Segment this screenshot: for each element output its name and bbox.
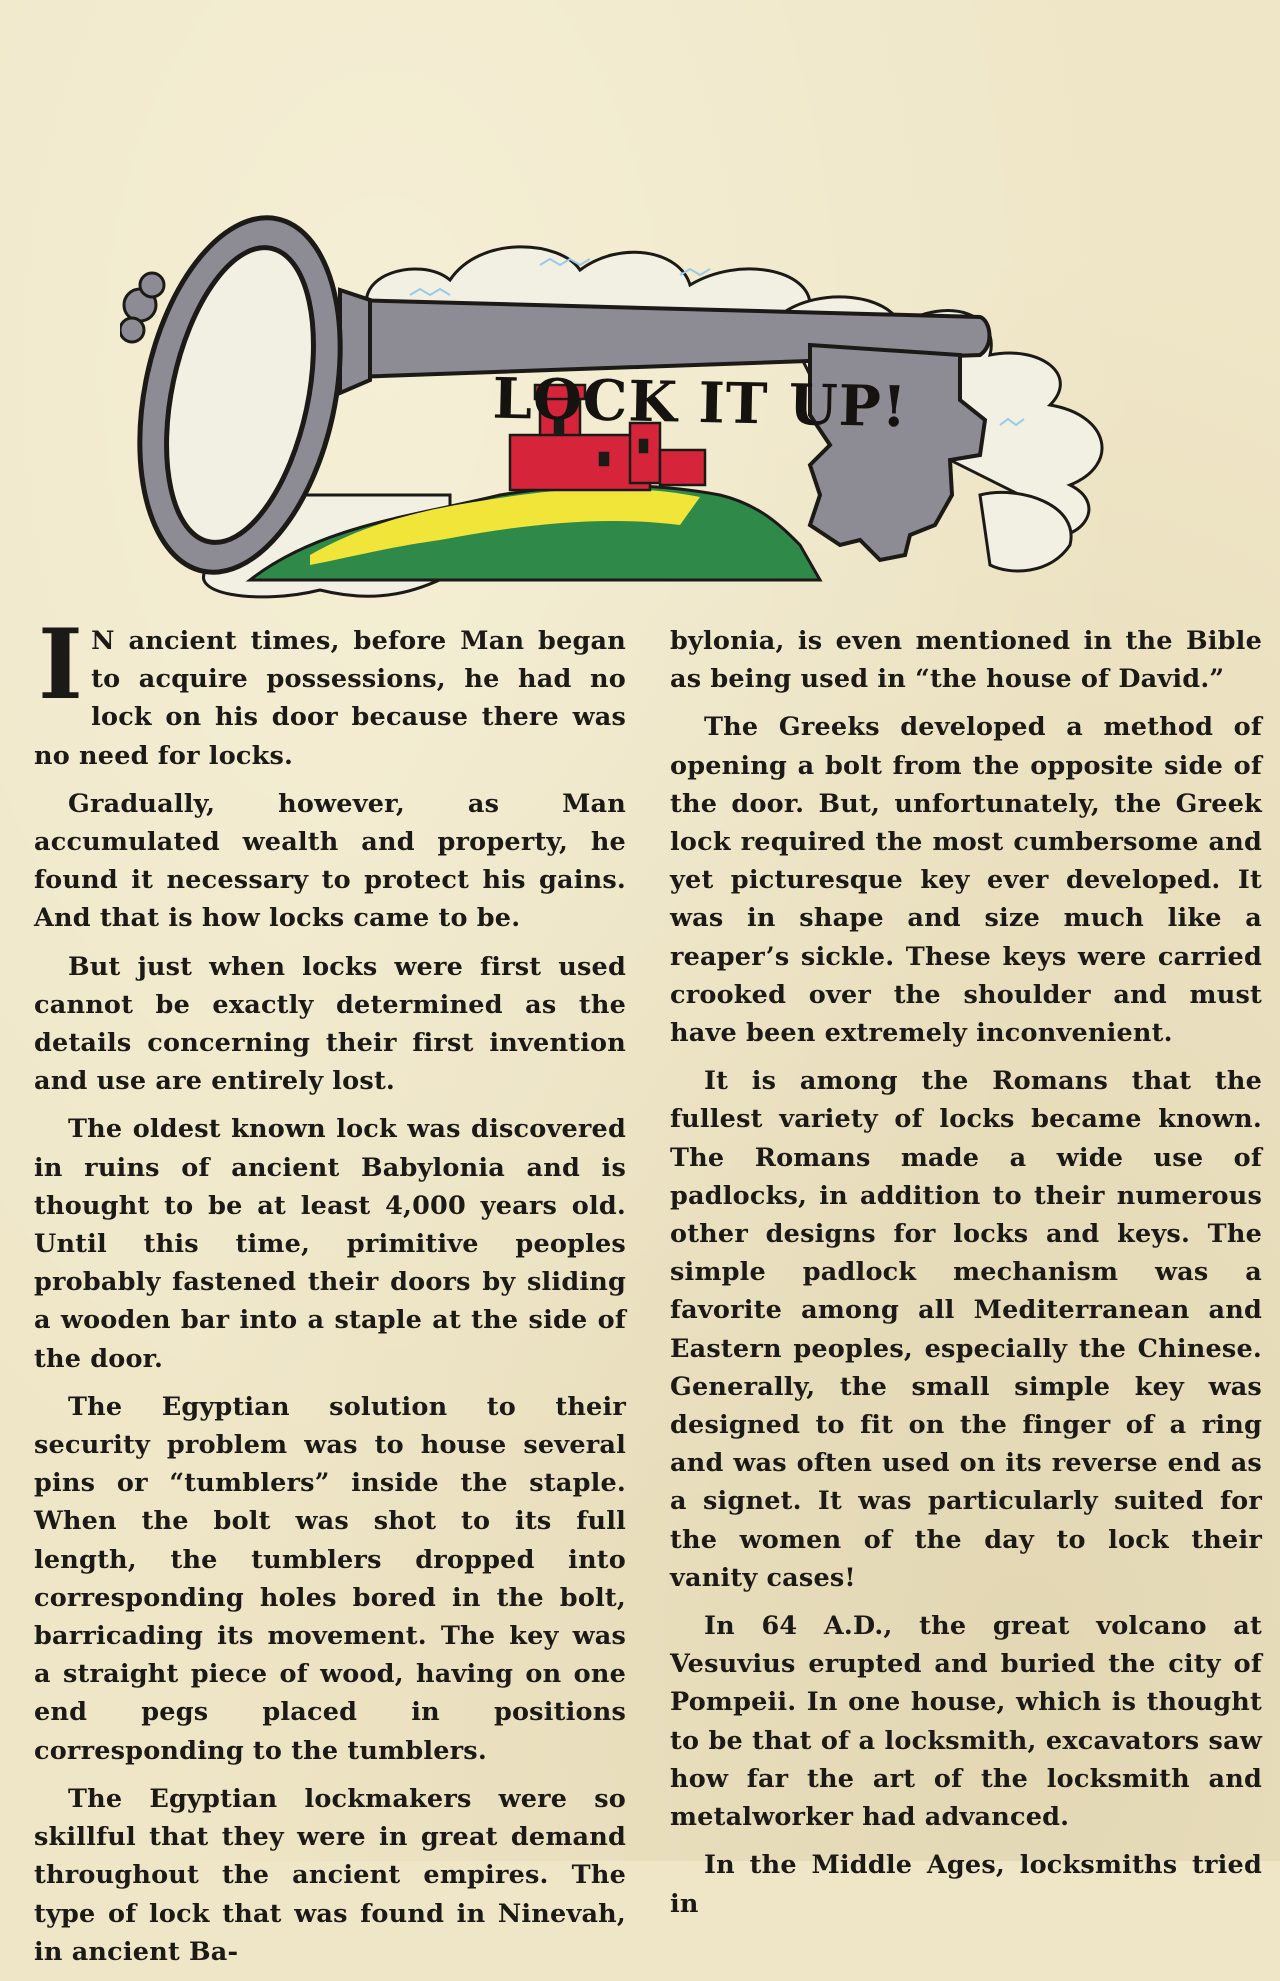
paragraph: Gradually, however, as Man accumulated wealth and property, he found it necessary to protect his gains. And that is how locks came to be. (34, 788, 626, 934)
paragraph (34, 608, 626, 775)
paragraph: In the Middle Ages, locksmiths tried in (670, 1850, 1262, 1919)
paragraph: The oldest known lock was discovered in ruins of ancient Babylonia and is thought to be at least 4,000 years old. Until this time, primitive peoples probably fastened their doors by sliding a wooden bar into a staple at the side of the door. (34, 1114, 626, 1374)
left-column (34, 608, 626, 1981)
paragraph: But just when locks were first used cannot be exactly determined as the details concerning their first invention and use are entirely lost. (34, 951, 626, 1097)
paragraph: The Egyptian solution to their security problem was to house several pins or “tumblers” inside the staple. When the bolt was shot to its full length, the tumblers dropped into corresponding holes bored in the bolt, barricading its movement. The key was a straight piece of wood, having on one end pegs placed in positions corresponding to the tumblers. (34, 1391, 626, 1766)
paragraph: bylonia, is even mentioned in the Bible as being used in “the house of David.” (670, 626, 1262, 695)
drop-cap: I (38, 608, 84, 721)
paragraph-text: N ancient times, before Man began to acquire possessions, he had no lock on his door because there was no need for locks. (34, 626, 626, 771)
article-body (34, 608, 1262, 1967)
paragraph: In 64 A.D., the great volcano at Vesuvius erupted and buried the city of Pompeii. In one house, which is thought to be that of a locksmith, excavators saw how far the art of the locksmith and metalworker had advanced. (670, 1611, 1262, 1833)
paragraph: The Egyptian lockmakers were so skillful that they were in great demand throughout the ancient empires. The type of lock that was found in Ninevah, in ancient Ba- (34, 1783, 626, 1967)
right-column (670, 622, 1262, 1933)
paragraph: It is among the Romans that the fullest variety of locks became known. The Romans made a wide use of padlocks, in addition to their numerous other designs for locks and keys. The simple padlock mechanism was a favorite among all Mediterranean and Eastern peoples, especially the Chinese. Generally, the small simple key was designed to fit on the finger of a ring and was often used on its reverse end as a signet. It was particularly suited for the women of the day to lock their vanity cases! (670, 1066, 1262, 1593)
banner-title: LOCK IT UP! (491, 365, 909, 441)
lock-it-up-banner (120, 195, 1230, 605)
paragraph: The Greeks developed a method of opening a bolt from the opposite side of the door. But, unfortunately, the Greek lock required the most cumbersome and yet picturesque key ever developed. It was in shape and size much like a reaper’s sickle. These keys were carried crooked over the shoulder and must have been extremely inconvenient. (670, 712, 1262, 1049)
